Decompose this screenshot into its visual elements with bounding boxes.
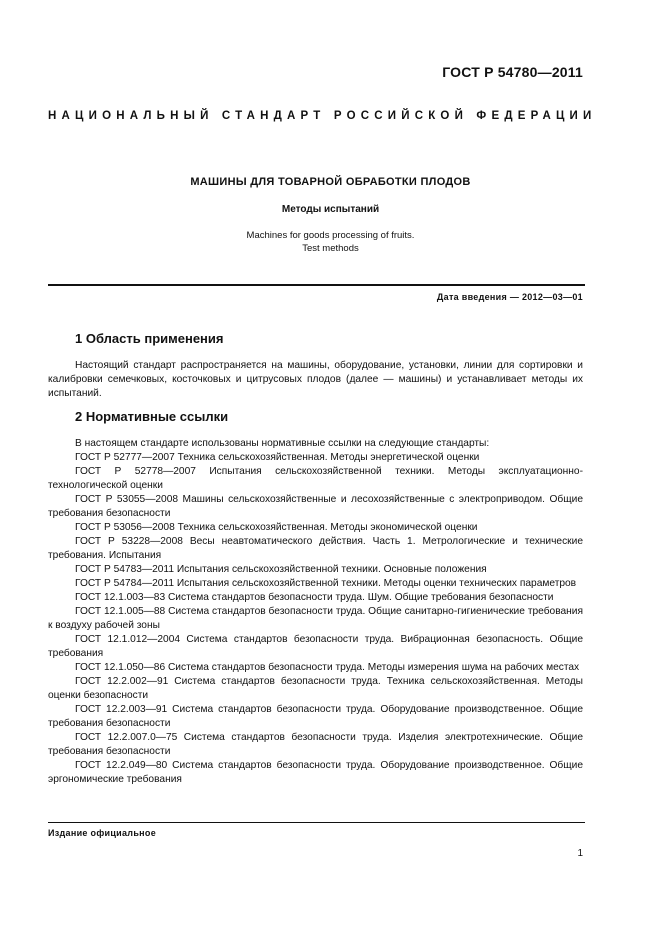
introduction-date: Дата введения — 2012—03—01 bbox=[436, 292, 583, 302]
reference-item: ГОСТ Р 54783—2011 Испытания сельскохозяйственной техники. Основные положения bbox=[75, 564, 487, 575]
document-subtitle: Методы испытаний bbox=[281, 204, 380, 215]
english-title bbox=[0, 229, 661, 255]
reference-item: ГОСТ Р 52778—2007 Испытания сельскохозяйственной техники. Методы эксплуатационно-технологической оценки bbox=[48, 466, 583, 491]
reference-item: ГОСТ Р 53228—2008 Весы неавтоматического действия. Часть 1. Метрологические и технические требования. Испытания bbox=[48, 536, 583, 561]
standard-code: ГОСТ Р 54780—2011 bbox=[442, 64, 583, 80]
section-1-paragraph: Настоящий стандарт распространяется на машины, оборудование, установки, линии для сортировки и калибровки семечковых, косточковых и цитрусовых плодов (далее — машины) и устанавливает методы их испытаний. bbox=[48, 360, 583, 399]
reference-item: ГОСТ 12.2.007.0—75 Система стандартов безопасности труда. Изделия электротехнические. Общие требования безопасности bbox=[48, 732, 583, 757]
normative-references-list bbox=[48, 437, 583, 787]
reference-item: ГОСТ 12.1.003—83 Система стандартов безопасности труда. Шум. Общие требования безопасности bbox=[75, 592, 554, 603]
section-1-body bbox=[48, 359, 583, 401]
reference-item: ГОСТ 12.1.012—2004 Система стандартов безопасности труда. Вибрационная безопасность. Общие требования bbox=[48, 634, 583, 659]
national-standard-banner: НАЦИОНАЛЬНЫЙ СТАНДАРТ РОССИЙСКОЙ ФЕДЕРАЦИИ bbox=[48, 110, 597, 122]
references-intro: В настоящем стандарте использованы нормативные ссылки на следующие стандарты: bbox=[75, 438, 490, 449]
reference-item: ГОСТ Р 52777—2007 Техника сельскохозяйственная. Методы энергетической оценки bbox=[75, 452, 480, 463]
header-divider bbox=[48, 284, 585, 286]
section-1-heading: 1 Область применения bbox=[75, 331, 224, 346]
reference-item: ГОСТ Р 54784—2011 Испытания сельскохозяйственной техники. Методы оценки технических параметров bbox=[75, 578, 577, 589]
reference-item: ГОСТ Р 53055—2008 Машины сельскохозяйственные и лесохозяйственные с электроприводом. Общие требования безопасности bbox=[48, 494, 583, 519]
page-number: 1 bbox=[577, 848, 583, 859]
reference-item: ГОСТ 12.1.005—88 Система стандартов безопасности труда. Общие санитарно-гигиенические требования к воздуху рабочей зоны bbox=[48, 606, 583, 631]
footer-divider bbox=[48, 822, 585, 823]
english-title-line-1: Machines for goods processing of fruits. bbox=[246, 230, 415, 241]
section-2-heading: 2 Нормативные ссылки bbox=[75, 409, 229, 424]
document-title: МАШИНЫ ДЛЯ ТОВАРНОЙ ОБРАБОТКИ ПЛОДОВ bbox=[190, 176, 471, 188]
reference-item: ГОСТ 12.2.003—91 Система стандартов безопасности труда. Оборудование производственное. Общие требования безопасности bbox=[48, 704, 583, 729]
edition-note: Издание официальное bbox=[48, 828, 157, 838]
reference-item: ГОСТ Р 53056—2008 Техника сельскохозяйственная. Методы экономической оценки bbox=[75, 522, 478, 533]
reference-item: ГОСТ 12.2.002—91 Система стандартов безопасности труда. Техника сельскохозяйственная. Методы оценки безопасности bbox=[48, 676, 583, 701]
reference-item: ГОСТ 12.2.049—80 Система стандартов безопасности труда. Оборудование производственное. Общие эргономические требования bbox=[48, 760, 583, 785]
english-title-line-2: Test methods bbox=[302, 243, 359, 254]
reference-item: ГОСТ 12.1.050—86 Система стандартов безопасности труда. Методы измерения шума на рабочих местах bbox=[75, 662, 580, 673]
